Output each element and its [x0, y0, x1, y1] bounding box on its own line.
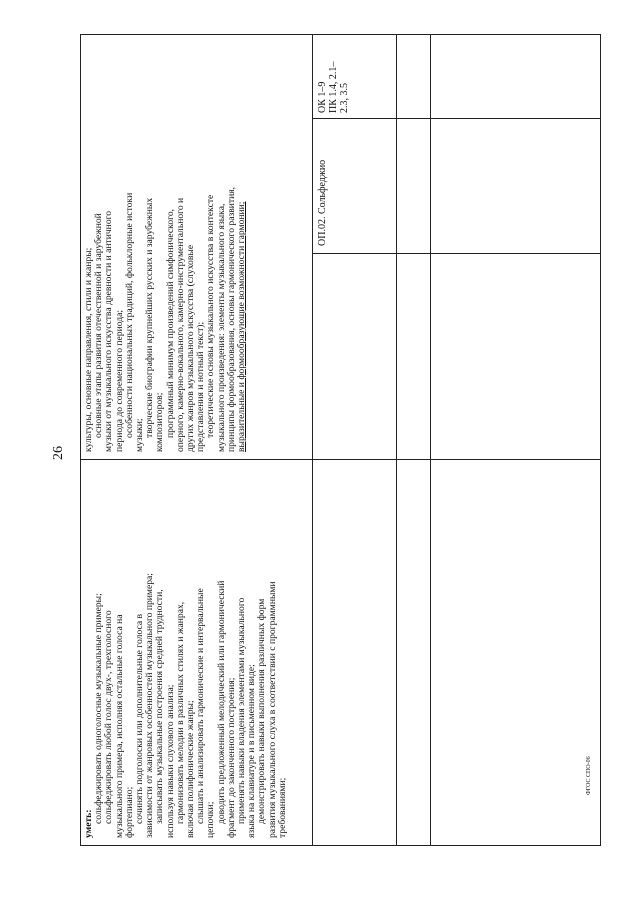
text-line: сочинять подголоски или дополнительные голоса в — [134, 613, 146, 824]
text-line: применять навыки владения элементами музыкального — [236, 597, 248, 824]
text-line: оперного, камерно-вокального, камерно-инструментального и — [174, 197, 186, 452]
text-line: музыки от музыкального искусства древности и античного — [103, 210, 115, 452]
text-line: включая полифонические жанры; — [185, 700, 197, 838]
text-line: сольфеджировать одноголосные музыкальные примеры; — [93, 593, 105, 824]
text-line: фортепиано; — [123, 786, 135, 838]
text-line: творческие биографии крупнейших русских и зарубежных — [144, 197, 156, 438]
text-line: представления и нотный текст); — [195, 321, 207, 452]
knowledge-text-block — [84, 47, 247, 452]
text-line: других жанров музыкального искусства (слуховые — [185, 244, 197, 452]
competency-line: 2.3, 3.5 — [339, 83, 350, 113]
footer-code: ФГОС СПО-06 — [586, 756, 592, 795]
row-divider-2 — [312, 253, 600, 254]
page-number: 26 — [51, 446, 66, 460]
text-line: культуры, основные направления, стили и жанры; — [83, 247, 94, 452]
skills-text-block — [84, 466, 288, 838]
text-line: периода до современного периода; — [113, 309, 125, 452]
text-line: особенности национальных традиций, фольклорные истоки — [123, 192, 135, 438]
text-line: записывать музыкальные построения средней трудности, — [154, 589, 166, 824]
text-line: цепочки; — [205, 801, 217, 838]
text-line: развития музыкального слуха в соответствии с программными — [266, 581, 278, 838]
skills-heading: уметь: — [83, 809, 94, 838]
text-line: зависимости от жанровых особенностей музыкального примера; — [144, 573, 156, 838]
text-line: используя навыки слухового анализа; — [164, 684, 176, 838]
column-divider-3 — [430, 34, 431, 846]
text-line: музыки; — [134, 418, 146, 452]
text-line: гармонизовать мелодии в различных стилях и жанрах, — [174, 601, 186, 824]
text-line: демонстрировать навыки выполнения различных форм — [256, 598, 268, 824]
text-line: слышать и анализировать гармонические и интервальные — [195, 588, 207, 824]
competencies-cell — [317, 38, 350, 113]
text-line: программный минимум произведений симфонического, — [164, 208, 176, 438]
text-line: музыкального примера, исполняя остальные голоса на — [113, 614, 125, 838]
text-line: доводить предложенный мелодический или гармонический — [215, 580, 227, 824]
row-divider-3 — [312, 118, 600, 119]
text-line: принципы формообразования, основы гармонического развития, — [225, 186, 237, 452]
competency-line: ОК 1–9 — [317, 81, 328, 113]
column-divider-1 — [312, 34, 313, 846]
text-line: теоретические основы музыкального искусства в контексте — [205, 194, 217, 438]
discipline-name: ОП.02. Сольфеджио — [317, 159, 328, 246]
text-line: сольфеджировать любой голос двух-, трехголосного — [103, 610, 115, 824]
text-line: музыкального произведения: элементы музыкального языка, — [215, 203, 227, 452]
text-line: композиторов; — [154, 392, 166, 452]
competency-line: ПК 1.4, 2.1– — [328, 61, 339, 113]
column-divider-2 — [396, 34, 397, 846]
text-line: выразительные и формообразующие возможности гармонии; — [236, 201, 248, 452]
text-line: фрагмент до законченного построения; — [225, 677, 237, 838]
text-line: основные этапы развития отечественной и зарубежной — [93, 213, 105, 438]
row-divider-1 — [80, 459, 600, 460]
text-line: требованиями; — [276, 777, 288, 838]
text-line: языка на клавиатуре и в письменном виде; — [246, 664, 258, 838]
